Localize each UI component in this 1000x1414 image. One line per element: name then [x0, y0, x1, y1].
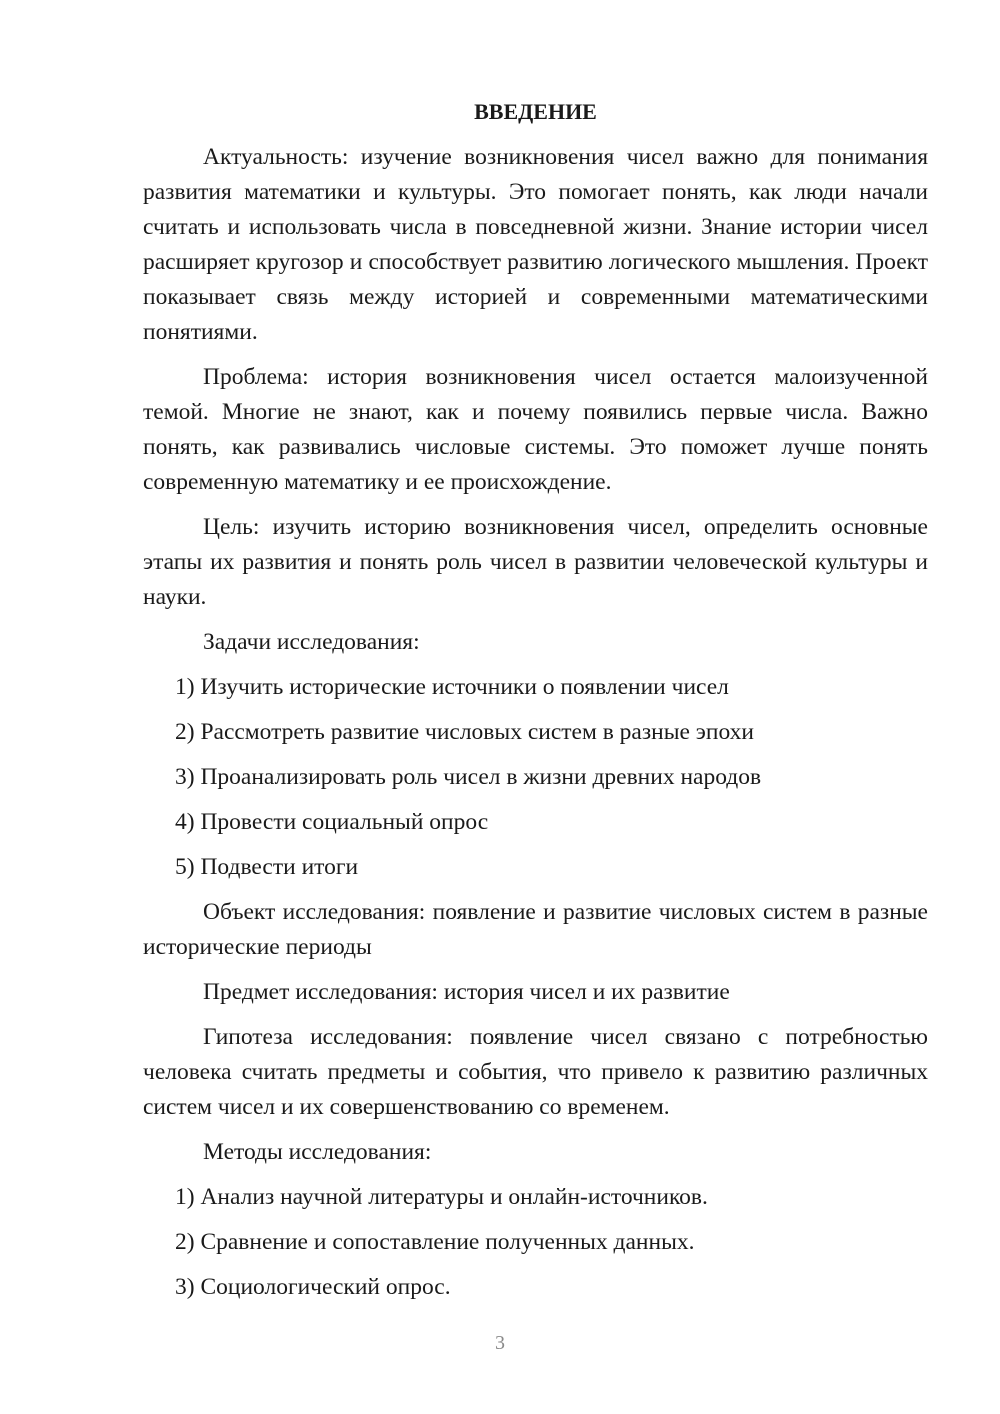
- method-item: 3) Социологический опрос.: [175, 1274, 451, 1300]
- section-heading: ВВЕДЕНИЕ: [474, 99, 597, 124]
- relevance-paragraph: Актуальность: изучение возникновения чисел важно для понимания развития математики и культуры. Это помогает понять, как люди начали считать и использовать числа в повседневной жизни. Знание истории чисел расширяет кругозор и способствует развитию логического мышления. Проект показывает связь между историей и современными математическими понятиями.: [143, 144, 928, 345]
- task-item: 1) Изучить исторические источники о появлении чисел: [175, 674, 729, 700]
- object-paragraph: Объект исследования: появление и развитие числовых систем в разные исторические периоды: [143, 899, 928, 960]
- task-item: 5) Подвести итоги: [175, 854, 359, 880]
- methods-title: Методы исследования:: [203, 1139, 432, 1165]
- method-item: 2) Сравнение и сопоставление полученных данных.: [175, 1229, 695, 1255]
- task-item: 2) Рассмотреть развитие числовых систем в разные эпохи: [175, 719, 754, 745]
- task-item: 3) Проанализировать роль чисел в жизни древних народов: [175, 764, 762, 790]
- method-item: 1) Анализ научной литературы и онлайн-источников.: [175, 1184, 708, 1210]
- task-item: 4) Провести социальный опрос: [175, 809, 489, 835]
- hypothesis-paragraph: Гипотеза исследования: появление чисел связано с потребностью человека считать предметы и события, что привело к развитию различных систем чисел и их совершенствованию со временем.: [143, 1024, 928, 1120]
- tasks-title: Задачи исследования:: [203, 629, 420, 655]
- goal-paragraph: Цель: изучить историю возникновения чисел, определить основные этапы их развития и понять роль чисел в развитии человеческой культуры и науки.: [143, 514, 928, 610]
- subject-paragraph: Предмет исследования: история чисел и их развитие: [203, 979, 730, 1005]
- problem-paragraph: Проблема: история возникновения чисел остается малоизученной темой. Многие не знают, как и почему появились первые числа. Важно понять, как развивались числовые системы. Это поможет лучше понять современную математику и ее происхождение.: [143, 364, 928, 495]
- page-number: 3: [495, 1332, 505, 1354]
- page-content: [143, 94, 928, 1315]
